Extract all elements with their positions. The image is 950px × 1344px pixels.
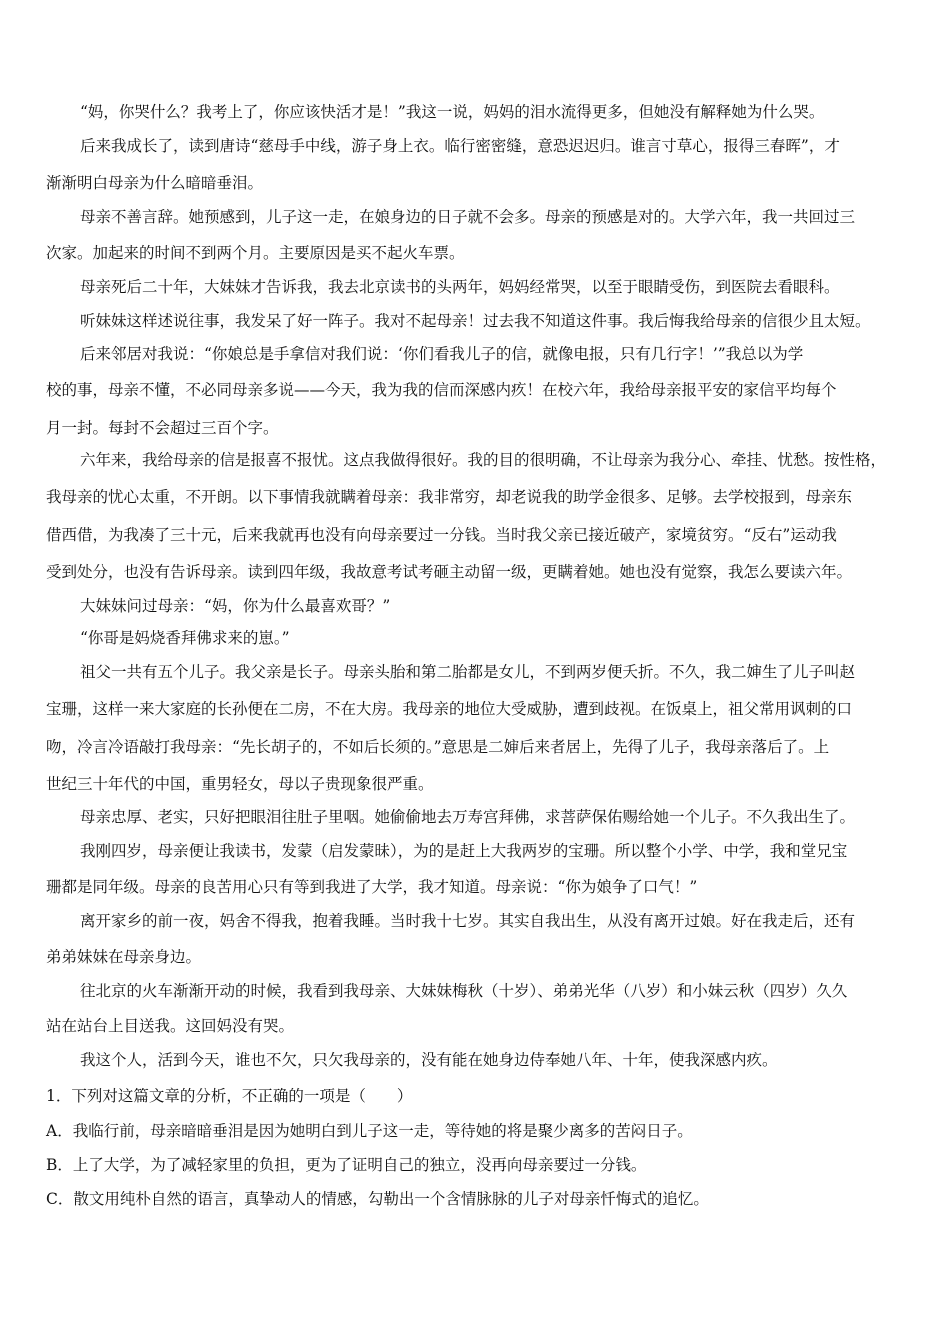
article-line: 后来我成长了，读到唐诗“慈母手中线，游子身上衣。临行密密缝，意恐迟迟归。谁言寸草心，报得三春晖”，才 bbox=[80, 137, 840, 155]
article-line: “你哥是妈烧香拜佛求来的崽。” bbox=[80, 629, 290, 647]
option-c: C．散文用纯朴自然的语言，真挚动人的情感，勾勒出一个含情脉脉的儿子对母亲忏悔式的追忆。 bbox=[46, 1190, 709, 1208]
article-line: 世纪三十年代的中国，重男轻女，母以子贵现象很严重。 bbox=[46, 775, 434, 793]
article-line: 我刚四岁，母亲便让我读书，发蒙（启发蒙昧），为的是赶上大我两岁的宝珊。所以整个小学、中学，我和堂兄宝 bbox=[80, 842, 848, 860]
article-line: 次家。加起来的时间不到两个月。主要原因是买不起火车票。 bbox=[46, 244, 465, 262]
article-line: 母亲忠厚、老实，只好把眼泪往肚子里咽。她偷偷地去万寿宫拜佛，求菩萨保佑赐给她一个儿子。不久我出生了。 bbox=[80, 808, 856, 826]
article-line: 弟弟妹妹在母亲身边。 bbox=[46, 948, 202, 966]
article-line: 离开家乡的前一夜，妈舍不得我，抱着我睡。当时我十七岁。其实自我出生，从没有离开过娘。好在我走后，还有 bbox=[80, 912, 856, 930]
question-stem: 1．下列对这篇文章的分析，不正确的一项是（ ） bbox=[46, 1087, 413, 1105]
article-line: 宝珊，这样一来大家庭的长孙便在二房，不在大房。我母亲的地位大受威胁，遭到歧视。在饭桌上，祖父常用讽刺的口 bbox=[46, 700, 853, 718]
article-line: 校的事，母亲不懂，不必同母亲多说——今天，我为我的信而深感内疚！在校六年，我给母亲报平安的家信平均每个 bbox=[46, 381, 837, 399]
article-line: 受到处分，也没有告诉母亲。读到四年级，我故意考试考砸主动留一级，更瞒着她。她也没有觉察，我怎么要读六年。 bbox=[46, 563, 853, 581]
article-line: 大妹妹问过母亲：“妈，你为什么最喜欢哥？” bbox=[80, 597, 391, 615]
article-line: “妈，你哭什么？我考上了，你应该快活才是！”我这一说，妈妈的泪水流得更多，但她没有解释她为什么哭。 bbox=[80, 103, 825, 121]
article-line: 六年来，我给母亲的信是报喜不报忧。这点我做得很好。我的目的很明确，不让母亲为我分心、牵挂、忧愁。按性格， bbox=[80, 451, 887, 469]
article-line: 我这个人，活到今天，谁也不欠，只欠我母亲的，没有能在她身边侍奉她八年、十年，使我深感内疚。 bbox=[80, 1051, 778, 1069]
article-line: 站在站台上目送我。这回妈没有哭。 bbox=[46, 1017, 295, 1035]
option-a: A．我临行前，母亲暗暗垂泪是因为她明白到儿子这一走，等待她的将是聚少离多的苦闷日子。 bbox=[46, 1122, 693, 1140]
article-line: 祖父一共有五个儿子。我父亲是长子。母亲头胎和第二胎都是女儿，不到两岁便夭折。不久，我二婶生了儿子叫赵 bbox=[80, 663, 856, 681]
article-line: 听妹妹这样述说往事，我发呆了好一阵子。我对不起母亲！过去我不知道这件事。我后悔我给母亲的信很少且太短。 bbox=[80, 312, 871, 330]
article-line: 渐渐明白母亲为什么暗暗垂泪。 bbox=[46, 174, 264, 192]
article-line: 吻，冷言冷语敲打我母亲：“先长胡子的，不如后长须的。”意思是二婶后来者居上，先得了儿子，我母亲落后了。上 bbox=[46, 738, 830, 756]
article-line: 珊都是同年级。母亲的良苦用心只有等到我进了大学，我才知道。母亲说：“你为娘争了口气！” bbox=[46, 878, 698, 896]
article-line: 后来邻居对我说：“你娘总是手拿信对我们说：‘你们看我儿子的信，就像电报，只有几行字！’”我总以为学 bbox=[80, 345, 804, 363]
article-line: 母亲死后二十年，大妹妹才告诉我，我去北京读书的头两年，妈妈经常哭，以至于眼睛受伤，到医院去看眼科。 bbox=[80, 278, 840, 296]
article-line: 月一封。每封不会超过三百个字。 bbox=[46, 419, 279, 437]
article-line: 借西借，为我凑了三十元，后来我就再也没有向母亲要过一分钱。当时我父亲已接近破产，家境贫穷。“反右”运动我 bbox=[46, 526, 837, 544]
article-line: 我母亲的忧心太重，不开朗。以下事情我就瞒着母亲：我非常穷，却老说我的助学金很多、足够。去学校报到，母亲东 bbox=[46, 488, 853, 506]
article-line: 母亲不善言辞。她预感到，儿子这一走，在娘身边的日子就不会多。母亲的预感是对的。大学六年，我一共回过三 bbox=[80, 208, 856, 226]
option-b: B．上了大学，为了减轻家里的负担，更为了证明自己的独立，没再向母亲要过一分钱。 bbox=[46, 1156, 647, 1174]
article-line: 往北京的火车渐渐开动的时候，我看到我母亲、大妹妹梅秋（十岁）、弟弟光华（八岁）和小妹云秋（四岁）久久 bbox=[80, 982, 848, 1000]
